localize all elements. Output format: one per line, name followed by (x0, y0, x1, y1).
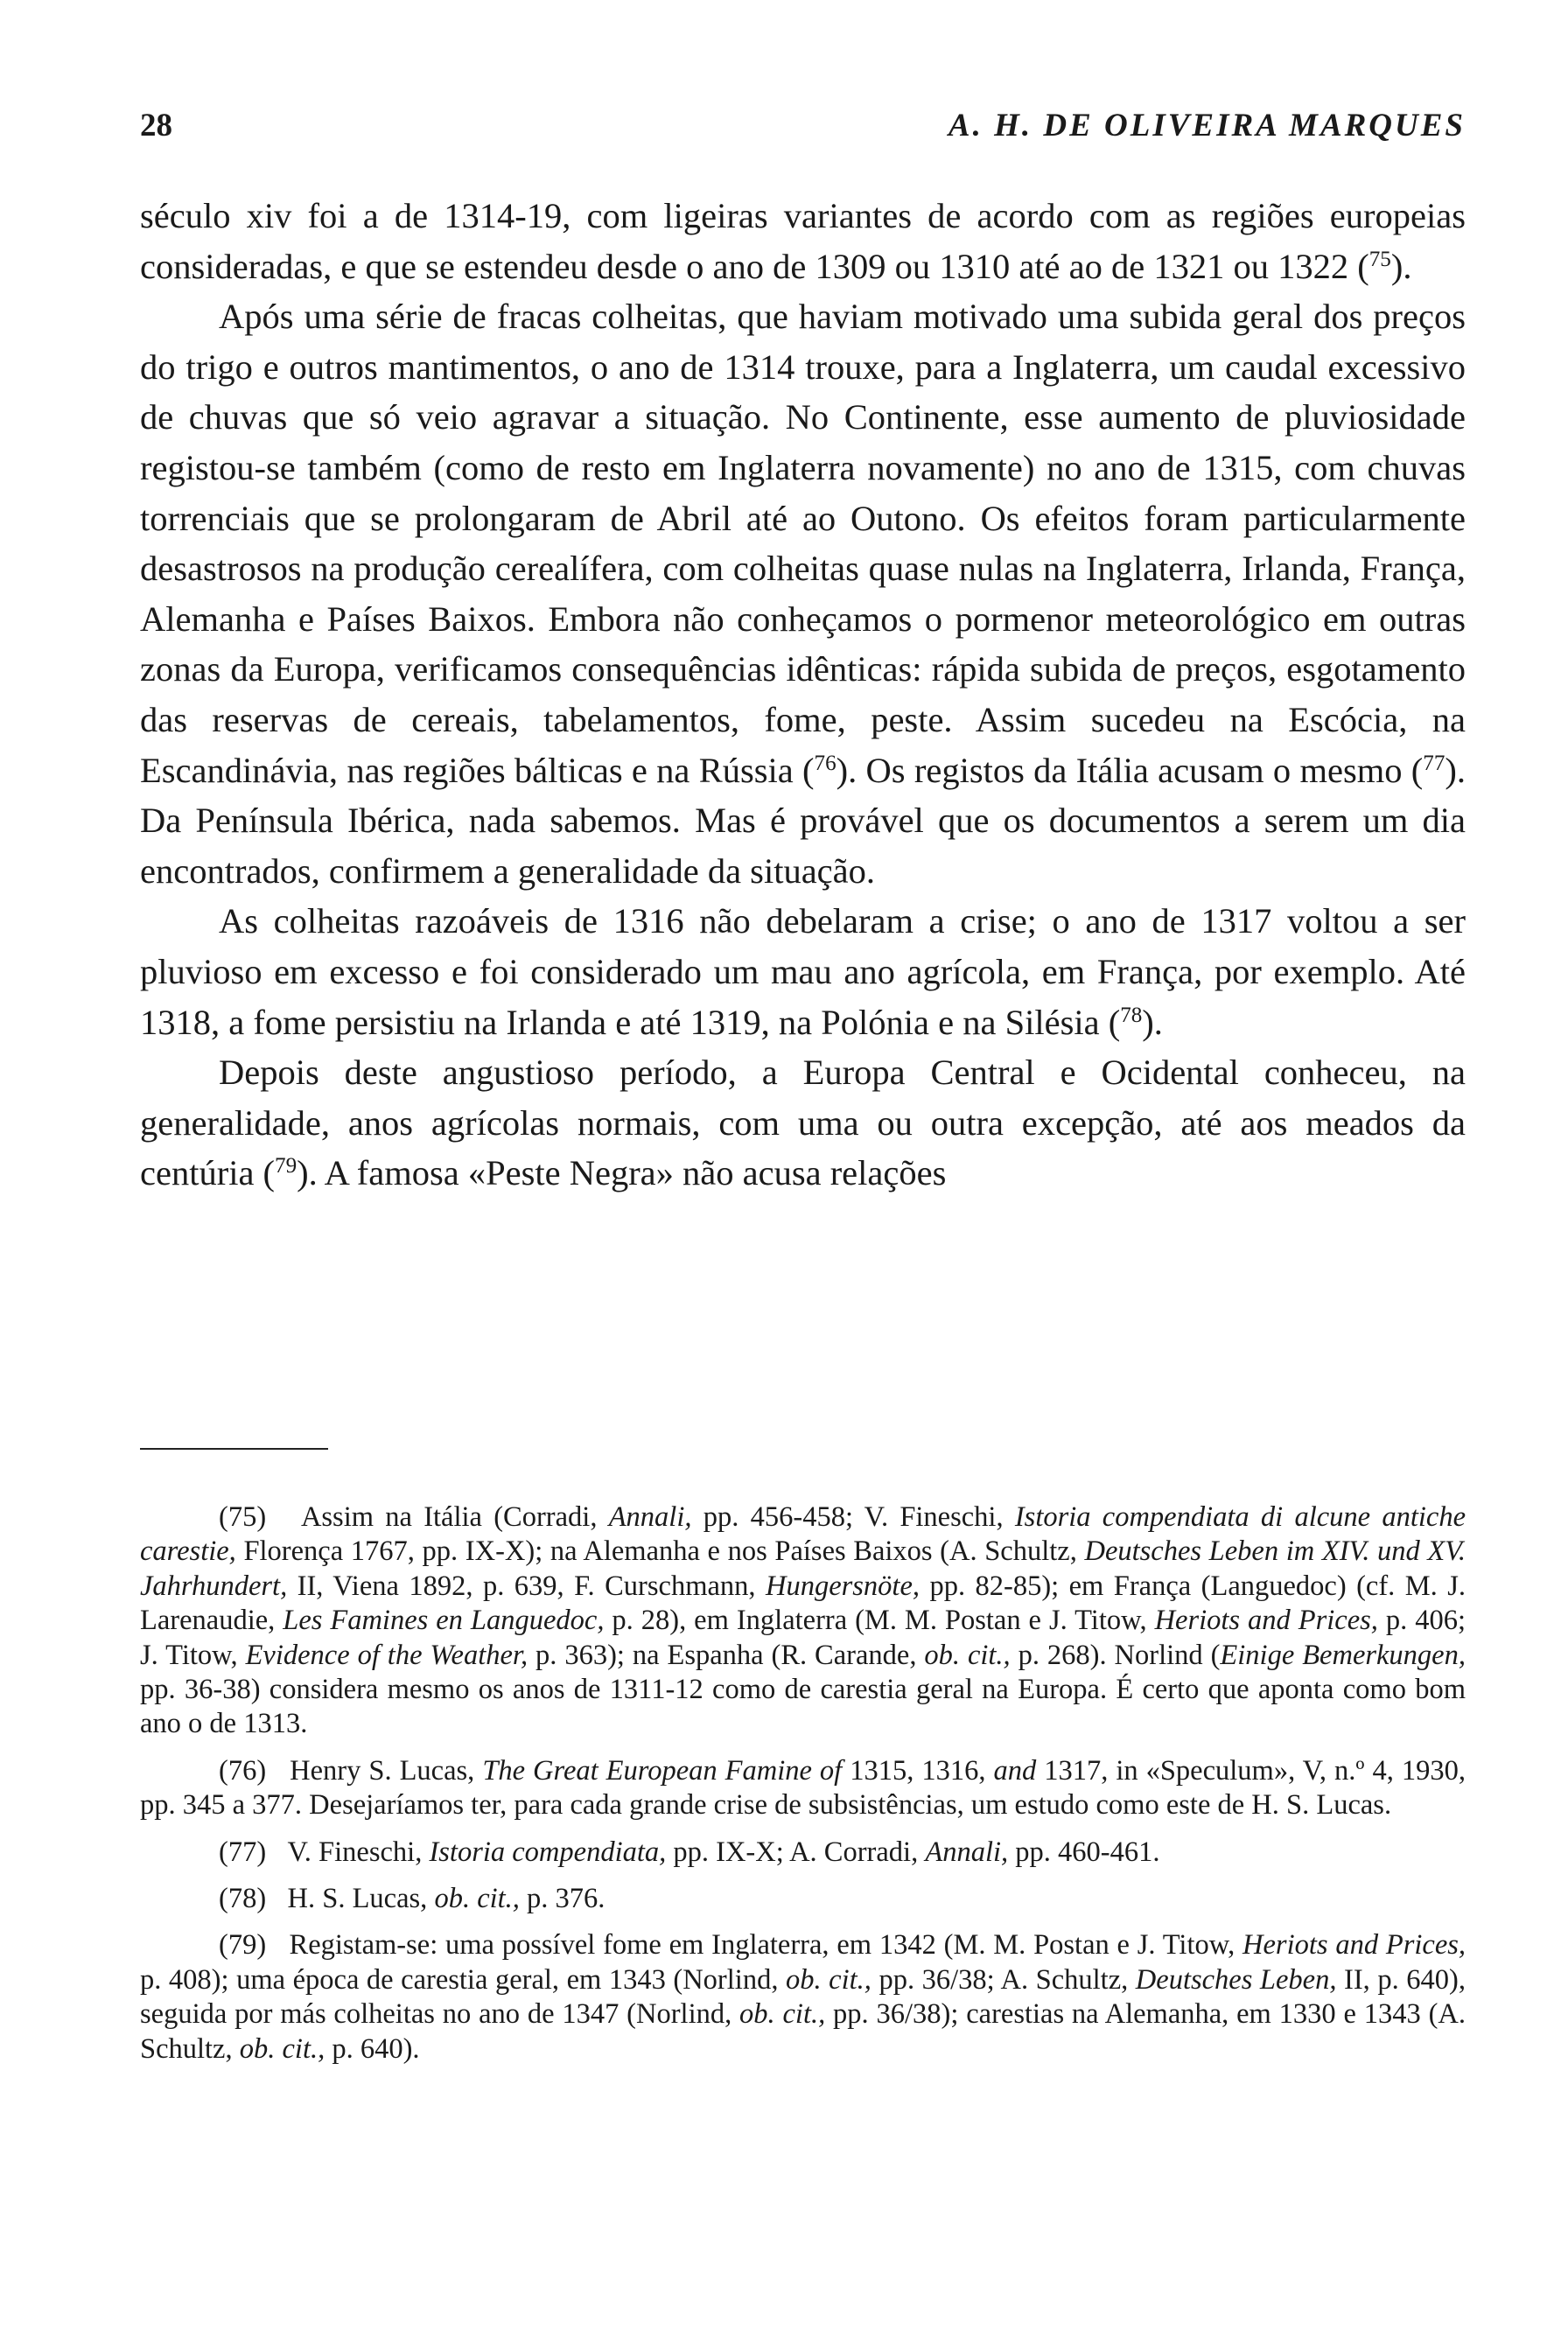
page-number: 28 (140, 108, 172, 143)
footnote-ref: 79 (275, 1154, 298, 1178)
paragraph: Depois deste angustioso período, a Europa Central e Ocidental conheceu, na generalidade, anos agrícolas normais, com uma ou outra excepção, até aos meados da centúria ($^{79}$). A famosa «Peste Negra» não acusa relações (140, 1053, 1466, 1193)
footnote-ref: 75 (1368, 247, 1391, 271)
paragraph: século xiv foi a de 1314-19, com ligeiras variantes de acordo com as regiões europeias consideradas, e que se estendeu desde o ano de 1309 ou 1310 até ao de 1321 ou 1322 ($^{75}$). (140, 196, 1466, 286)
footnote-75: (75) Assim na Itália (Corradi, Annali, pp. 456-458; V. Fineschi, Istoria compendiata di alcune antiche carestie, Florença 1767, pp. IX-X); na Alemanha e nos Países Baixos (A. Schultz, Deutsches Leben im XIV. und XV. Jahrhundert, II, Viena 1892, p. 639, F. Curschmann, Hungersnöte, pp. 82-85); em França (Languedoc) (cf. M. J. Larenaudie, Les Famines en Languedoc, p. 28), em Inglaterra (M. M. Postan e J. Titow, Heriots and Prices, p. 406; J. Titow, Evidence of the Weather, p. 363); na Espanha (R. Carande, ob. cit., p. 268). Norlind (Einige Bemerkungen, pp. 36-38) considera mesmo os anos de 1311-12 como de carestia geral na Europa. É certo que aponta como bom ano o de 1313. (140, 1501, 1466, 1740)
footnote-marker: (79) (219, 1929, 267, 1962)
footnote-78: (78) H. S. Lucas, ob. cit., p. 376. (219, 1883, 606, 1915)
main-text (140, 191, 1466, 1199)
footnote-79: (79) Registam-se: uma possível fome em Inglaterra, em 1342 (M. M. Postan e J. Titow, Heriots and Prices, p. 408); uma época de carestia geral, em 1343 (Norlind, ob. cit., pp. 36/38; A. Schultz, Deutsches Leben, II, p. 640), seguida por más colheitas no ano de 1347 (Norlind, ob. cit., pp. 36/38); carestias na Alemanha, em 1330 e 1343 (A. Schultz, ob. cit., p. 640). (140, 1929, 1466, 2065)
footnote-ref: 77 (1423, 751, 1446, 775)
paragraph: Após uma série de fracas colheitas, que haviam motivado uma subida geral dos preços do trigo e outros mantimentos, o ano de 1314 trouxe, para a Inglaterra, um caudal excessivo de chuvas que só veio agravar a situação. No Continente, esse aumento de pluviosidade registou-se também (como de resto em Inglaterra novamente) no ano de 1315, com chuvas torrenciais que se prolongaram de Abril até ao Outono. Os efeitos foram particularmente desastrosos na produção cerealífera, com colheitas quase nulas na Inglaterra, Irlanda, França, Alemanha e Países Baixos. Embora não conheçamos o pormenor meteorológico em outras zonas da Europa, verificamos consequências idênticas: rápida subida de preços, esgotamento das reservas de cereais, tabelamentos, fome, peste. Assim sucedeu na Escócia, na Escandinávia, nas regiões bálticas e na Rússia ($^{76}$). Os registos da Itália acusam o mesmo ($^{77}$). Da Península Ibérica, nada sabemos. Mas é provável que os documentos a serem um dia encontrados, confirmem a generalidade da situação. (140, 297, 1466, 891)
footnote-77: (77) V. Fineschi, Istoria compendiata, pp. IX-X; A. Corradi, Annali, pp. 460-461. (219, 1836, 1160, 1868)
footnote-marker: (76) (219, 1754, 267, 1787)
footnote-marker: (78) (219, 1883, 267, 1915)
footnotes (140, 1500, 1466, 2067)
footnote-separator (140, 1448, 328, 1450)
running-head: A. H. DE OLIVEIRA MARQUES (948, 108, 1466, 143)
footnote-76: (76) Henry S. Lucas, The Great European Famine of 1315, 1316, and 1317, in «Speculum», V, n.º 4, 1930, pp. 345 a 377. Desejaríamos ter, para cada grande crise de subsistências, um estudo como este de H. S. Lucas. (140, 1754, 1466, 1822)
footnote-marker: (75) (219, 1501, 267, 1533)
footnote-marker: (77) (219, 1836, 267, 1868)
footnote-ref: 78 (1120, 1003, 1143, 1027)
footnote-ref: 76 (814, 751, 836, 775)
page-header (140, 107, 1466, 149)
paragraph: As colheitas razoáveis de 1316 não debelaram a crise; o ano de 1317 voltou a ser pluvioso em excesso e foi considerado um mau ano agrícola, em França, por exemplo. Até 1318, a fome persistiu na Irlanda e até 1319, na Polónia e na Silésia ($^{78}$). (140, 901, 1466, 1042)
